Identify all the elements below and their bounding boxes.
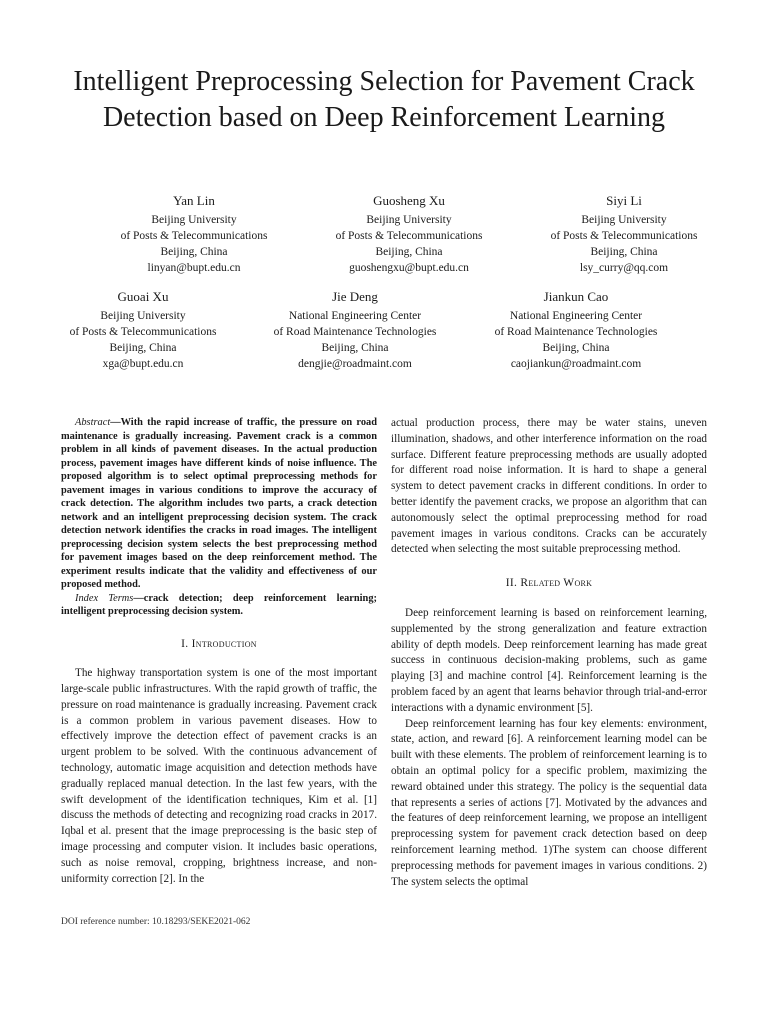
author-affiliation: of Posts & Telecommunications xyxy=(550,230,698,242)
author-name: Jie Deng xyxy=(332,289,378,304)
author-affiliation: Beijing University xyxy=(366,214,452,226)
author-affiliation: Beijing University xyxy=(581,214,667,226)
author-name: Guoai Xu xyxy=(117,289,169,304)
author-block xyxy=(74,192,314,276)
intro-continuation: actual production process, there may be water stains, uneven illumination, shadows, and other interference information on the road surface. Different feature preprocessing methods are usually adopted for different road noise information. It is hard to shape a general system to detect pavement cracks in different conditions. In order to better identify the pavement cracks, we propose an algorithm that can autonomously select the optimal preprocessing method for road pavement images in various conditons. Cracks can be accurately detected when selecting the most suitable preprocessing method. xyxy=(391,417,707,556)
author-name: Siyi Li xyxy=(606,193,642,208)
abstract-label: Abstract xyxy=(75,417,111,428)
author-name: Jiankun Cao xyxy=(543,289,609,304)
author-email: lsy_curry@qq.com xyxy=(579,262,669,274)
author-location: Beijing, China xyxy=(590,246,658,258)
section-number: I. xyxy=(181,637,189,650)
index-terms-text: —crack detection; deep reinforcement learning; intelligent preprocessing decision system. xyxy=(61,592,377,617)
author-block xyxy=(235,288,475,372)
section-heading-introduction xyxy=(61,637,377,653)
author-email: linyan@bupt.edu.cn xyxy=(147,262,241,274)
author-block xyxy=(456,288,696,372)
author-email: xga@bupt.edu.cn xyxy=(102,358,184,370)
right-column xyxy=(391,416,707,890)
section-heading-related-work xyxy=(391,576,707,592)
author-location: Beijing, China xyxy=(109,342,177,354)
author-affiliation: of Road Maintenance Technologies xyxy=(494,326,658,338)
author-email: caojiankun@roadmaint.com xyxy=(510,358,642,370)
index-terms xyxy=(61,592,377,619)
author-email: guoshengxu@bupt.edu.cn xyxy=(349,262,469,274)
author-affiliation: of Posts & Telecommunications xyxy=(120,230,268,242)
section-name: Introduction xyxy=(191,637,257,650)
section-number: II. xyxy=(505,577,518,590)
author-location: Beijing, China xyxy=(375,246,443,258)
author-affiliation: Beijing University xyxy=(100,310,186,322)
left-column xyxy=(61,416,377,887)
author-block xyxy=(504,192,744,276)
index-terms-label: Index Terms xyxy=(75,592,134,604)
abstract xyxy=(61,416,377,592)
author-location: Beijing, China xyxy=(160,246,228,258)
author-name: Guosheng Xu xyxy=(373,193,445,208)
intro-paragraph: The highway transportation system is one of the most important large-scale public infrastructures. With the rapid growth of traffic, the pressure on road maintenance is gradually increasing. Pavement crack is a common problem in various pavement diseases. How to effectively improve the detection effect of pavement cracks is an urgent problem to be solved. With the continuous advancement of technology, automatic image acquisition and detection methods have gradually replaced manual detection. In the last few years, with the swift development of the identification techniques, Kim et al. [1] discuss the methods of detecting and recognizing road cracks in 2017. Iqbal et al. present that the image preprocessing is the basic step of image processing and computer vision. It includes basic operations, such as noise removal, cropping, brightness increase, and non-uniformity correction [2]. In the xyxy=(61,667,377,885)
author-location: Beijing, China xyxy=(542,342,610,354)
related-paragraph: Deep reinforcement learning is based on reinforcement learning, supplemented by the strong generalization and feature extraction ability of depth models. Deep reinforcement learning has made great success in continuous decision-making problems, such as game playing [3] and machine control [4]. Reinforcement learning is the problem faced by an agent that learns behavior through trial-and-error interactions with a dynamic environment [5]. xyxy=(391,606,707,714)
author-affiliation: Beijing University xyxy=(151,214,237,226)
author-name: Yan Lin xyxy=(173,193,215,208)
author-location: Beijing, China xyxy=(321,342,389,354)
section-name: Related Work xyxy=(520,577,593,590)
author-affiliation: National Engineering Center xyxy=(509,310,643,322)
author-affiliation: of Road Maintenance Technologies xyxy=(273,326,437,338)
author-block xyxy=(289,192,529,276)
author-email: dengjie@roadmaint.com xyxy=(298,358,412,370)
doi-footnote: DOI reference number: 10.18293/SEKE2021-062 xyxy=(61,917,251,927)
author-block xyxy=(23,288,263,372)
author-affiliation: of Posts & Telecommunications xyxy=(335,230,483,242)
author-affiliation: of Posts & Telecommunications xyxy=(69,326,217,338)
abstract-text: —With the rapid increase of traffic, the pressure on road maintenance is gradually increasing. Pavement crack is a common problem in all kinds of pavement diseases. In the actual production process, pavement images have different kinds of noise influence. The proposed algorithm is to select optimal preprocessing methods for pavement images in various conditions to improve the accuracy of crack detection. The algorithm includes two parts, a crack detection network and an intelligent preprocessing decision system. The crack detection network identifies the cracks in road images. The intelligent preprocessing decision system selects the best preprocessing method for pavement images based on the deep reinforcement method. The experiment results indicate that the validity and effectiveness of our proposed method. xyxy=(61,417,377,590)
related-paragraph: Deep reinforcement learning has four key elements: environment, state, action, and reward [6]. A reinforcement learning model can be built with these elements. The problem of reinforcement learning is to obtain an optimal policy for a specific problem, maximizing the reward obtained under this strategy. The policy is the sequential data that represents a series of actions [7]. Motivated by the advances and the features of deep reinforcement learning, we propose an intelligent preprocessing system for pavement crack detection based on deep reinforcement learning method. 1)The system can choose different preprocessing methods for pavement images in various conditions. 2) The system selects the optimal xyxy=(391,717,707,888)
paper-title: Intelligent Preprocessing Selection for Pavement Crack Detection based on Deep Reinforcement Learning xyxy=(73,66,695,133)
author-affiliation: National Engineering Center xyxy=(288,310,422,322)
